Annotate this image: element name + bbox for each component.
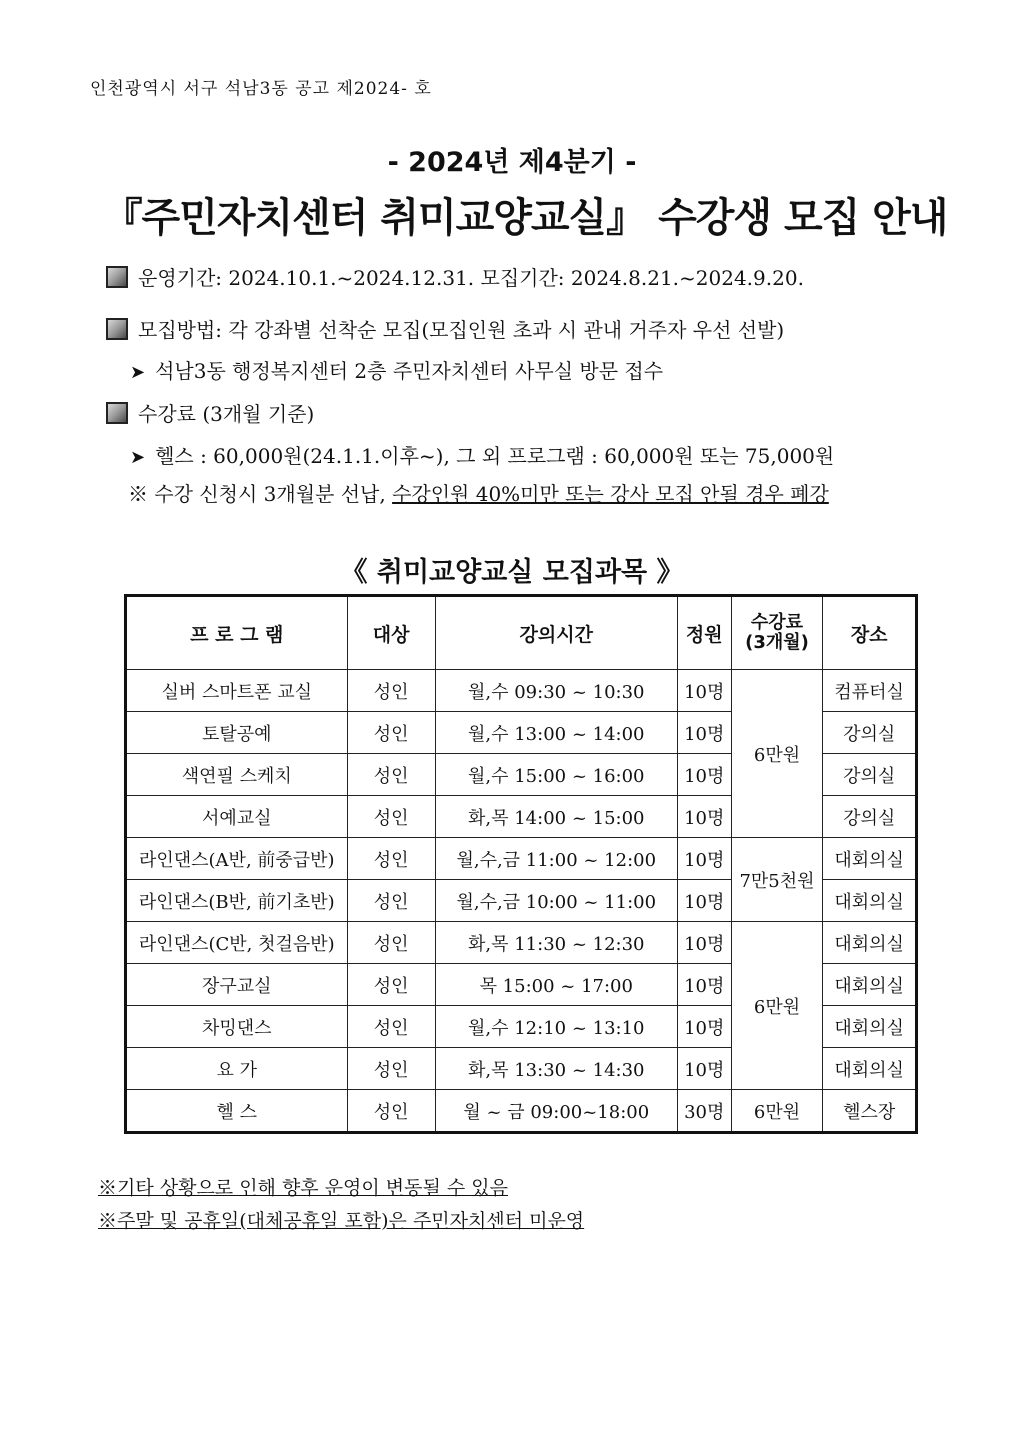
period-line [106, 262, 804, 291]
footnote-holiday-closure: ※주말 및 공휴일(대체공휴일 포함)은 주민자치센터 미운영 [98, 1210, 585, 1232]
cell-place: 강의실 [823, 754, 917, 796]
header-capacity: 정원 [677, 596, 731, 670]
cell-program: 차밍댄스 [126, 1006, 348, 1048]
fee-detail-line [130, 440, 834, 469]
cell-place: 대회의실 [823, 1006, 917, 1048]
note-underlined-text: 수강인원 40%미만 또는 강사 모집 안될 경우 폐강 [392, 482, 829, 506]
header-fee [731, 596, 823, 670]
cancellation-note [128, 478, 829, 507]
header-fee-sub: (3개월) [745, 632, 809, 653]
cell-fee: 6만원 [731, 922, 823, 1090]
cell-program: 서예교실 [126, 796, 348, 838]
cell-program: 요 가 [126, 1048, 348, 1090]
cell-target: 성인 [347, 1006, 435, 1048]
cell-fee: 6만원 [731, 1090, 823, 1133]
cell-target: 성인 [347, 1090, 435, 1133]
course-table [124, 594, 918, 1134]
cell-capacity: 10명 [677, 838, 731, 880]
page-title: 『주민자치센터 취미교양교실』 수강생 모집 안내 [102, 195, 948, 241]
cell-target: 성인 [347, 796, 435, 838]
cell-capacity: 10명 [677, 1048, 731, 1090]
cell-place: 헬스장 [823, 1090, 917, 1133]
table-row [126, 838, 917, 880]
cell-time: 월,수 13:00 ~ 14:00 [435, 712, 677, 754]
cell-time: 목 15:00 ~ 17:00 [435, 964, 677, 1006]
cell-time: 월,수,금 11:00 ~ 12:00 [435, 838, 677, 880]
table-row [126, 1090, 917, 1133]
table-row [126, 922, 917, 964]
header-target: 대상 [347, 596, 435, 670]
header-program: 프 로 그 램 [126, 596, 348, 670]
cell-place: 대회의실 [823, 1048, 917, 1090]
cell-place: 대회의실 [823, 838, 917, 880]
cell-capacity: 10명 [677, 712, 731, 754]
cell-program: 실버 스마트폰 교실 [126, 670, 348, 712]
fee-heading-text: 수강료 (3개월 기준) [138, 402, 315, 426]
bullet-box-icon [106, 266, 128, 288]
cell-time: 월,수 15:00 ~ 16:00 [435, 754, 677, 796]
cell-time: 월,수 12:10 ~ 13:10 [435, 1006, 677, 1048]
cell-target: 성인 [347, 712, 435, 754]
cell-place: 강의실 [823, 712, 917, 754]
cell-time: 화,목 11:30 ~ 12:30 [435, 922, 677, 964]
footnotes [98, 1172, 584, 1238]
bullet-box-icon [106, 318, 128, 340]
bullet-box-icon [106, 402, 128, 424]
cell-place: 대회의실 [823, 922, 917, 964]
cell-target: 성인 [347, 922, 435, 964]
cell-program: 헬 스 [126, 1090, 348, 1133]
cell-capacity: 10명 [677, 1006, 731, 1048]
quarter-subtitle: - 2024년 제4분기 - [387, 147, 637, 178]
cell-program: 토탈공예 [126, 712, 348, 754]
method-detail-text: 석남3동 행정복지센터 2층 주민자치센터 사무실 방문 접수 [155, 359, 664, 383]
method-text: 모집방법: 각 강좌별 선착순 모집(모집인원 초과 시 관내 거주자 우선 선발) [138, 318, 785, 342]
cell-target: 성인 [347, 1048, 435, 1090]
cell-target: 성인 [347, 754, 435, 796]
cell-capacity: 10명 [677, 754, 731, 796]
cell-time: 화,목 14:00 ~ 15:00 [435, 796, 677, 838]
method-detail-line [130, 355, 663, 384]
method-line [106, 314, 784, 343]
cell-time: 월,수 09:30 ~ 10:30 [435, 670, 677, 712]
cell-place: 대회의실 [823, 880, 917, 922]
table-header-row [126, 596, 917, 670]
period-text: 운영기간: 2024.10.1.~2024.12.31. 모집기간: 2024.8.21.~2024.9.20. [138, 266, 804, 290]
cell-capacity: 10명 [677, 670, 731, 712]
table-title: 《 취미교양교실 모집과목 》 [340, 557, 684, 588]
cell-capacity: 30명 [677, 1090, 731, 1133]
note-plain-text: ※ 수강 신청시 3개월분 선납, [128, 482, 393, 506]
cell-target: 성인 [347, 838, 435, 880]
cell-time: 화,목 13:30 ~ 14:30 [435, 1048, 677, 1090]
cell-target: 성인 [347, 880, 435, 922]
cell-program: 라인댄스(A반, 前중급반) [126, 838, 348, 880]
arrow-bullet-icon: ➤ [130, 362, 146, 383]
header-fee-label: 수강료 [750, 612, 804, 633]
document-number: 인천광역시 서구 석남3동 공고 제2024- 호 [90, 79, 432, 99]
cell-capacity: 10명 [677, 922, 731, 964]
cell-target: 성인 [347, 670, 435, 712]
arrow-bullet-icon: ➤ [130, 447, 146, 468]
cell-capacity: 10명 [677, 964, 731, 1006]
cell-capacity: 10명 [677, 880, 731, 922]
cell-program: 라인댄스(C반, 첫걸음반) [126, 922, 348, 964]
header-time: 강의시간 [435, 596, 677, 670]
table-row [126, 670, 917, 712]
cell-fee: 6만원 [731, 670, 823, 838]
cell-time: 월 ~ 금 09:00~18:00 [435, 1090, 677, 1133]
cell-capacity: 10명 [677, 796, 731, 838]
cell-place: 강의실 [823, 796, 917, 838]
cell-place: 대회의실 [823, 964, 917, 1006]
fee-heading-line [106, 398, 314, 427]
cell-time: 월,수,금 10:00 ~ 11:00 [435, 880, 677, 922]
header-place: 장소 [823, 596, 917, 670]
cell-program: 라인댄스(B반, 前기초반) [126, 880, 348, 922]
cell-target: 성인 [347, 964, 435, 1006]
cell-program: 장구교실 [126, 964, 348, 1006]
fee-detail-text: 헬스 : 60,000원(24.1.1.이후~), 그 외 프로그램 : 60,000원 또는 75,000원 [155, 444, 835, 468]
cell-place: 컴퓨터실 [823, 670, 917, 712]
cell-program: 색연필 스케치 [126, 754, 348, 796]
cell-fee: 7만5천원 [731, 838, 823, 922]
footnote-operation-change: ※기타 상황으로 인해 향후 운영이 변동될 수 있음 [98, 1177, 509, 1199]
